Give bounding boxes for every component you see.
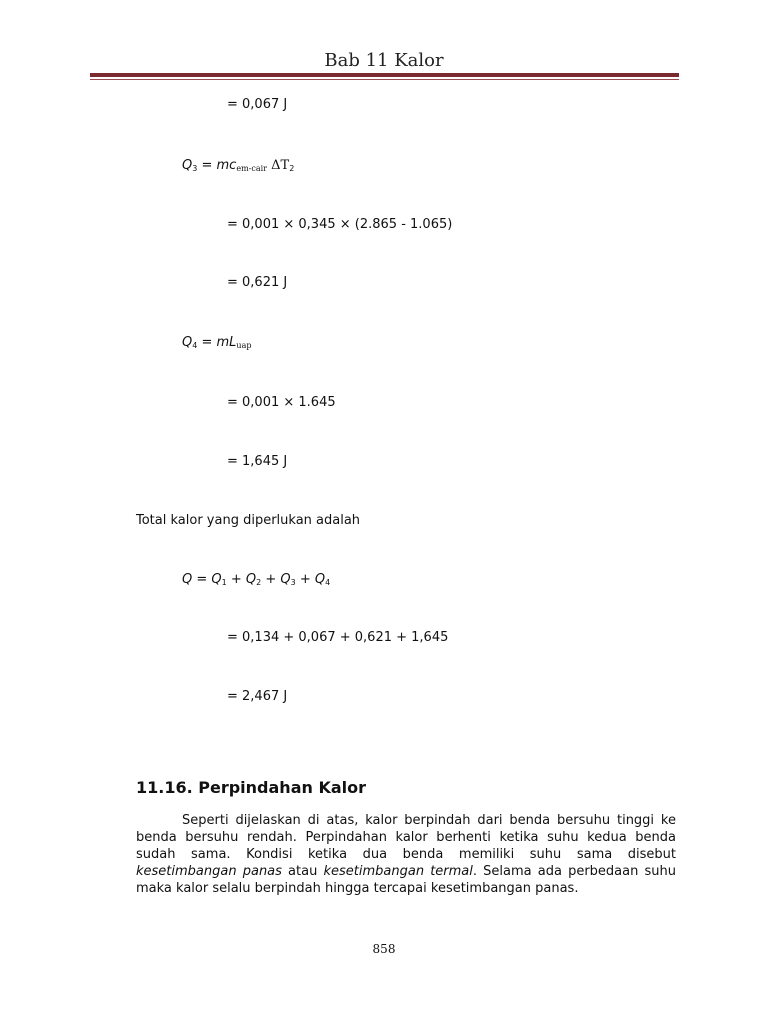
section-title: 11.16. Perpindahan Kalor [136,778,367,797]
header-rule-thin [90,79,679,80]
header-rule-thick [90,73,679,77]
q2-result-line: = 0,067 J [227,97,288,112]
total-result: = 2,467 J [227,689,288,704]
term-kesetimbangan-termal: kesetimbangan termal [323,864,473,879]
q3-result: = 0,621 J [227,275,288,290]
q4-formula: $Q_4 = mL_{uap}$ [182,335,252,350]
total-formula: $Q = Q_1 + Q_2 + Q_3 + Q_4$ [182,572,331,587]
term-kesetimbangan-panas: kesetimbangan panas [136,864,282,879]
q4-substitution: = 0,001 × 1.645 [227,395,336,410]
q4-result: = 1,645 J [227,454,288,469]
q3-substitution: = 0,001 × 0,345 × (2.865 - 1.065) [227,217,453,232]
section-paragraph: Seperti dijelaskan di atas, kalor berpindah dari benda bersuhu tinggi ke benda bersuhu rendah. Perpindahan kalor berhenti ketika suhu kedua benda sudah sama. Kondisi ketika dua benda memiliki suhu sama disebut kesetimbangan panas atau kesetimbangan termal. Selama ada perbedaan suhu maka kalor selalu berpindah hingga tercapai kesetimbangan panas. [136,813,676,896]
q3-formula: $Q_3 = mc_{em-cair}$ $\Delta T_2$ [182,158,295,173]
chapter-header: Bab 11 Kalor [324,50,444,71]
total-intro-text: Total kalor yang diperlukan adalah [136,513,361,528]
page-number: 858 [372,942,396,956]
total-substitution: = 0,134 + 0,067 + 0,621 + 1,645 [227,630,449,645]
